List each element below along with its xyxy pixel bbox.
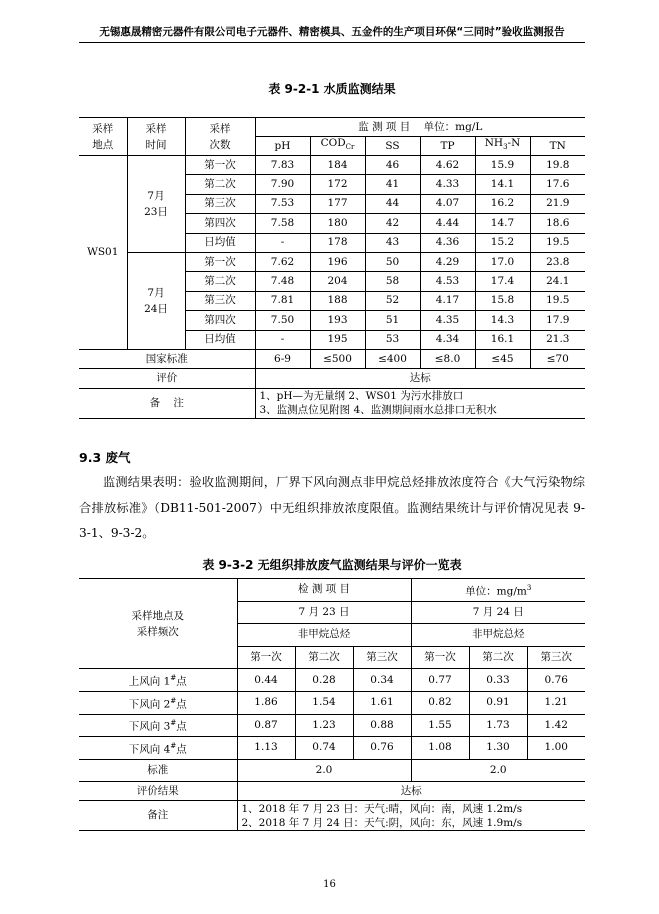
value-cell: 17.9 <box>530 311 585 330</box>
value-cell: 1.55 <box>411 714 469 737</box>
value-cell: 1.86 <box>237 691 295 714</box>
remarks-line: 1、2018 年 7 月 23 日：天气:晴，风向：南，风速 1.2m/s <box>241 802 523 815</box>
evaluation-label: 评价 <box>79 369 255 388</box>
value-cell: 172 <box>310 175 365 194</box>
monitoring-items-header: 监 测 项 目 单位：mg/L <box>255 118 585 137</box>
date-cell: 7月 23日 <box>127 156 185 253</box>
value-cell: 7.48 <box>255 272 310 291</box>
report-header: 无锡惠晟精密元器件有限公司电子元器件、精密模具、五金件的生产项目环保“三同时”验收监测报告 <box>99 26 565 38</box>
value-cell: 7.53 <box>255 194 310 213</box>
count-cell: 第三次 <box>185 291 255 310</box>
value-cell: 204 <box>310 272 365 291</box>
value-cell: 15.8 <box>475 291 530 310</box>
value-cell: 18.6 <box>530 214 585 233</box>
standard-label: 国家标准 <box>79 349 255 368</box>
table1-title: 表 9-2-1 水质监测结果 <box>268 82 396 96</box>
count-cell: 第一次 <box>185 252 255 271</box>
value-cell: 46 <box>365 156 420 175</box>
date-cell: 7月 24日 <box>127 252 185 349</box>
col-time-header: 采样 时间 <box>127 118 185 156</box>
value-cell: 17.6 <box>530 175 585 194</box>
value-cell: 0.44 <box>237 669 295 692</box>
value-cell: 4.62 <box>420 156 475 175</box>
value-cell: 1.23 <box>295 714 353 737</box>
value-cell: 4.29 <box>420 252 475 271</box>
count-cell: 第二次 <box>185 175 255 194</box>
table2-title: 表 9-3-2 无组织排放废气监测结果与评价一览表 <box>202 558 462 572</box>
value-cell: 1.61 <box>353 691 411 714</box>
point-label: 上风向 1#点 <box>79 669 237 692</box>
value-cell: 23.8 <box>530 252 585 271</box>
col-site-header: 采样 地点 <box>79 118 127 156</box>
table-row <box>79 691 585 714</box>
param-ph: pH <box>255 137 310 156</box>
value-cell: 1.54 <box>295 691 353 714</box>
value-cell: 4.07 <box>420 194 475 213</box>
value-cell: 4.33 <box>420 175 475 194</box>
value-cell: 1.30 <box>469 737 527 760</box>
value-cell: 4.34 <box>420 330 475 349</box>
value-cell: 0.28 <box>295 669 353 692</box>
value-cell: 0.76 <box>527 669 585 692</box>
value-cell: 15.2 <box>475 233 530 252</box>
standard-value: 2.0 <box>237 759 411 782</box>
value-cell: 195 <box>310 330 365 349</box>
table-row <box>79 156 585 175</box>
pollutant-header: 非甲烷总烃 <box>411 624 585 647</box>
count-cell: 日均值 <box>185 330 255 349</box>
count-header: 第一次 <box>237 646 295 669</box>
value-cell: 180 <box>310 214 365 233</box>
value-cell: 52 <box>365 291 420 310</box>
value-cell: 1.00 <box>527 737 585 760</box>
value-cell: 58 <box>365 272 420 291</box>
value-cell: 7.50 <box>255 311 310 330</box>
standard-value: ≤400 <box>365 349 420 368</box>
value-cell: 1.42 <box>527 714 585 737</box>
value-cell: 7.81 <box>255 291 310 310</box>
table-row <box>79 714 585 737</box>
point-label: 下风向 4#点 <box>79 737 237 760</box>
value-cell: 0.33 <box>469 669 527 692</box>
count-header: 第三次 <box>527 646 585 669</box>
value-cell: 21.9 <box>530 194 585 213</box>
value-cell: 7.62 <box>255 252 310 271</box>
value-cell: 42 <box>365 214 420 233</box>
value-cell: 51 <box>365 311 420 330</box>
count-header: 第三次 <box>353 646 411 669</box>
count-cell: 第四次 <box>185 311 255 330</box>
value-cell: 19.5 <box>530 291 585 310</box>
value-cell: - <box>255 233 310 252</box>
value-cell: 0.91 <box>469 691 527 714</box>
pollutant-header: 非甲烷总烃 <box>237 624 411 647</box>
evaluation-value: 达标 <box>237 782 585 801</box>
value-cell: 53 <box>365 330 420 349</box>
remarks-line: 1、pH—为无量纲 2、WS01 为污水排放口 <box>259 390 464 403</box>
value-cell: 1.13 <box>237 737 295 760</box>
value-cell: 41 <box>365 175 420 194</box>
value-cell: 0.74 <box>295 737 353 760</box>
standard-value: ≤70 <box>530 349 585 368</box>
value-cell: 0.82 <box>411 691 469 714</box>
value-cell: 7.58 <box>255 214 310 233</box>
value-cell: 193 <box>310 311 365 330</box>
count-cell: 第三次 <box>185 194 255 213</box>
exhaust-gas-table <box>79 578 585 831</box>
header-rule <box>79 42 585 43</box>
remarks-label: 备注 <box>79 801 237 831</box>
remarks-line: 2、2018 年 7 月 24 日：天气:阴，风向：东，风速 1.9m/s <box>241 816 523 829</box>
row-header: 采样地点及 采样频次 <box>79 579 237 669</box>
value-cell: 0.87 <box>237 714 295 737</box>
unit-header: 单位：$mg/m^3$ <box>411 579 585 602</box>
value-cell: 50 <box>365 252 420 271</box>
value-cell: 178 <box>310 233 365 252</box>
value-cell: 0.76 <box>353 737 411 760</box>
point-label: 下风向 3#点 <box>79 714 237 737</box>
water-quality-table <box>79 117 585 419</box>
value-cell: 0.88 <box>353 714 411 737</box>
value-cell: 16.2 <box>475 194 530 213</box>
value-cell: - <box>255 330 310 349</box>
count-header: 第一次 <box>411 646 469 669</box>
value-cell: 14.1 <box>475 175 530 194</box>
value-cell: 184 <box>310 156 365 175</box>
col-count-header: 采样 次数 <box>185 118 255 156</box>
value-cell: 177 <box>310 194 365 213</box>
value-cell: 188 <box>310 291 365 310</box>
value-cell: 7.83 <box>255 156 310 175</box>
value-cell: 1.21 <box>527 691 585 714</box>
value-cell: 17.4 <box>475 272 530 291</box>
remarks-text <box>255 388 585 418</box>
value-cell: 16.1 <box>475 330 530 349</box>
page-number: 16 <box>323 879 336 890</box>
detection-items-header: 检 测 项 目 <box>237 579 411 602</box>
value-cell: 19.8 <box>530 156 585 175</box>
param-cod: $COD_{Cr}$ <box>310 137 365 156</box>
param-tp: TP <box>420 137 475 156</box>
count-cell: 第二次 <box>185 272 255 291</box>
value-cell: 0.77 <box>411 669 469 692</box>
standard-value: ≤45 <box>475 349 530 368</box>
table-row <box>79 669 585 692</box>
value-cell: 43 <box>365 233 420 252</box>
value-cell: 0.34 <box>353 669 411 692</box>
date-header: 7 月 24 日 <box>411 601 585 624</box>
remarks-line: 3、监测点位见附图 4、监测期间雨水总排口无积水 <box>259 404 497 417</box>
count-header: 第二次 <box>295 646 353 669</box>
param-tn: TN <box>530 137 585 156</box>
value-cell: 44 <box>365 194 420 213</box>
date-header: 7 月 23 日 <box>237 601 411 624</box>
remarks-label: 备 注 <box>79 388 255 418</box>
section-heading: 9.3 废气 <box>79 450 131 465</box>
value-cell: 21.3 <box>530 330 585 349</box>
count-header: 第二次 <box>469 646 527 669</box>
table-row <box>79 252 585 271</box>
param-ss: SS <box>365 137 420 156</box>
param-nh3n: $NH_3-N$ <box>475 137 530 156</box>
value-cell: 4.35 <box>420 311 475 330</box>
section-paragraph: 监测结果表明：验收监测期间，厂界下风向测点非甲烷总烃排放浓度符合《大气污染物综合排放标准》（DB11-501-2007）中无组织排放浓度限值。监测结果统计与评价情况见表 9-3-1、9-3-2。 <box>79 475 585 540</box>
value-cell: 14.3 <box>475 311 530 330</box>
value-cell: 4.53 <box>420 272 475 291</box>
value-cell: 14.7 <box>475 214 530 233</box>
value-cell: 4.44 <box>420 214 475 233</box>
standard-label: 标准 <box>79 759 237 782</box>
value-cell: 196 <box>310 252 365 271</box>
remarks-text <box>237 801 585 831</box>
value-cell: 1.08 <box>411 737 469 760</box>
value-cell: 4.17 <box>420 291 475 310</box>
count-cell: 第一次 <box>185 156 255 175</box>
count-cell: 第四次 <box>185 214 255 233</box>
evaluation-label: 评价结果 <box>79 782 237 801</box>
standard-value: ≤500 <box>310 349 365 368</box>
value-cell: 19.5 <box>530 233 585 252</box>
site-cell: WS01 <box>79 156 127 350</box>
count-cell: 日均值 <box>185 233 255 252</box>
value-cell: 4.36 <box>420 233 475 252</box>
table-row <box>79 737 585 760</box>
value-cell: 24.1 <box>530 272 585 291</box>
value-cell: 15.9 <box>475 156 530 175</box>
value-cell: 7.90 <box>255 175 310 194</box>
point-label: 下风向 2#点 <box>79 691 237 714</box>
value-cell: 17.0 <box>475 252 530 271</box>
evaluation-value: 达标 <box>255 369 585 388</box>
standard-value: 6-9 <box>255 349 310 368</box>
value-cell: 1.73 <box>469 714 527 737</box>
standard-value: 2.0 <box>411 759 585 782</box>
standard-value: ≤8.0 <box>420 349 475 368</box>
